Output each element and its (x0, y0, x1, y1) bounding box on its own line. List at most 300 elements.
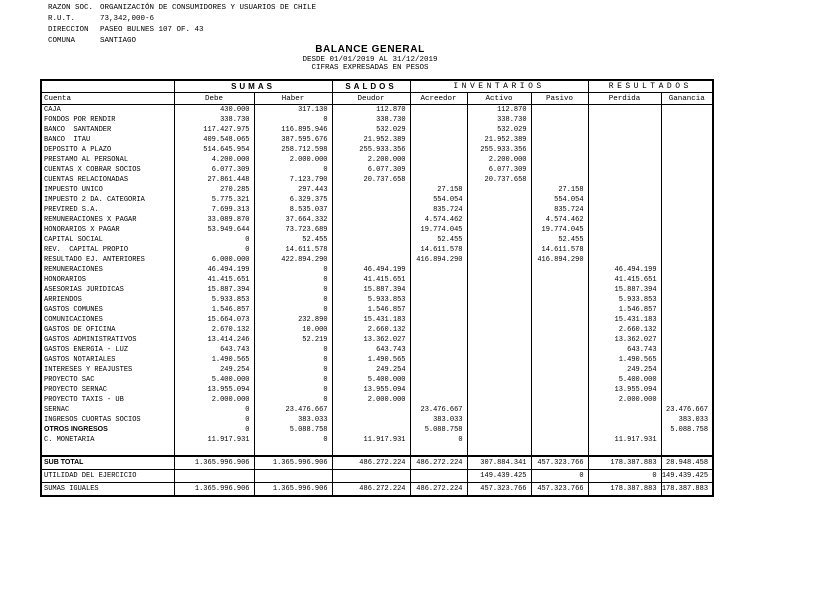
amount-cell-activo: 149.439.425 (467, 470, 531, 483)
amount-cell-pasivo (531, 435, 588, 445)
account-name-cell: IMPUESTO 2 DA. CATEGORIA (41, 195, 174, 205)
amount-cell-acreedor (410, 285, 467, 295)
table-row (41, 235, 713, 245)
amount-cell-debe: 643.743 (174, 345, 254, 355)
amount-cell-acreedor: 19.774.045 (410, 225, 467, 235)
amount-cell-deudor: 5.933.853 (332, 295, 410, 305)
amount-cell-perdida (588, 115, 661, 125)
amount-cell-pasivo (531, 375, 588, 385)
table-row (41, 355, 713, 365)
amount-cell-deudor: 2.000.000 (332, 395, 410, 405)
amount-cell-debe: 7.699.313 (174, 205, 254, 215)
amount-cell-debe: 6.077.309 (174, 165, 254, 175)
amount-cell-haber: 422.894.290 (254, 255, 332, 265)
amount-cell-haber: 7.123.790 (254, 175, 332, 185)
amount-cell-deudor: 486.272.224 (332, 483, 410, 497)
amount-cell-ganancia: 23.476.667 (661, 405, 713, 415)
account-name-cell: ASESORIAS JURIDICAS (41, 285, 174, 295)
amount-cell-haber: 1.365.996.906 (254, 456, 332, 470)
amount-cell-haber: 232.890 (254, 315, 332, 325)
table-row (41, 215, 713, 225)
amount-cell-activo (467, 235, 531, 245)
amount-cell-activo (467, 385, 531, 395)
amount-cell-acreedor (410, 470, 467, 483)
account-name-cell: CUENTAS RELACIONADAS (41, 175, 174, 185)
amount-cell-perdida: 2.660.132 (588, 325, 661, 335)
amount-cell-deudor (332, 445, 410, 456)
amount-cell-acreedor (410, 265, 467, 275)
amount-cell-ganancia (661, 105, 713, 116)
company-field-label: COMUNA (48, 37, 76, 45)
amount-cell-acreedor (410, 335, 467, 345)
amount-cell-perdida (588, 175, 661, 185)
table-row (41, 135, 713, 145)
amount-cell-deudor (332, 245, 410, 255)
amount-cell-perdida (588, 405, 661, 415)
amount-cell-acreedor: 4.574.462 (410, 215, 467, 225)
amount-cell-debe: 1.365.996.906 (174, 456, 254, 470)
amount-cell-haber: 2.000.000 (254, 155, 332, 165)
amount-cell-perdida (588, 155, 661, 165)
amount-cell-activo (467, 275, 531, 285)
amount-cell-perdida (588, 125, 661, 135)
table-row (41, 125, 713, 135)
amount-cell-activo: 2.200.000 (467, 155, 531, 165)
amount-cell-haber: 258.712.598 (254, 145, 332, 155)
amount-cell-ganancia (661, 155, 713, 165)
amount-cell-ganancia (661, 365, 713, 375)
account-name-cell: FONDOS POR RENDIR (41, 115, 174, 125)
table-row (41, 245, 713, 255)
amount-cell-deudor: 532.029 (332, 125, 410, 135)
amount-cell-deudor: 13.955.094 (332, 385, 410, 395)
amount-cell-perdida (588, 205, 661, 215)
amount-cell-deudor: 21.952.389 (332, 135, 410, 145)
amount-cell-debe: 15.664.073 (174, 315, 254, 325)
amount-cell-activo (467, 345, 531, 355)
amount-cell-perdida (588, 145, 661, 155)
amount-cell-debe: 11.917.931 (174, 435, 254, 445)
amount-cell-perdida: 5.400.000 (588, 375, 661, 385)
account-name-cell: BANCO SANTANDER (41, 125, 174, 135)
account-name-cell: GASTOS ENERGIA - LUZ (41, 345, 174, 355)
amount-cell-deudor (332, 195, 410, 205)
company-field-row (48, 14, 316, 25)
column-header-deudor: Deudor (332, 93, 410, 105)
amount-cell-haber: 0 (254, 285, 332, 295)
account-name-cell: INGRESOS CUORTAS SOCIOS (41, 415, 174, 425)
amount-cell-perdida: 15.887.394 (588, 285, 661, 295)
account-name-cell: PROYECTO TAXIS - UB (41, 395, 174, 405)
amount-cell-deudor: 20.737.658 (332, 175, 410, 185)
amount-cell-debe (174, 470, 254, 483)
amount-cell-ganancia (661, 265, 713, 275)
amount-cell-deudor (332, 205, 410, 215)
amount-cell-ganancia (661, 205, 713, 215)
table-row (41, 375, 713, 385)
amount-cell-acreedor (410, 145, 467, 155)
amount-cell-activo (467, 195, 531, 205)
amount-cell-activo (467, 215, 531, 225)
amount-cell-perdida: 643.743 (588, 345, 661, 355)
amount-cell-perdida (588, 225, 661, 235)
amount-cell-activo (467, 325, 531, 335)
amount-cell-haber: 6.329.375 (254, 195, 332, 205)
amount-cell-debe: 5.933.853 (174, 295, 254, 305)
amount-cell-acreedor: 554.054 (410, 195, 467, 205)
amount-cell-debe: 338.730 (174, 115, 254, 125)
amount-cell-activo (467, 355, 531, 365)
amount-cell-activo: 21.952.389 (467, 135, 531, 145)
table-row (41, 195, 713, 205)
account-name-cell: SUMAS IGUALES (41, 483, 174, 497)
amount-cell-pasivo (531, 325, 588, 335)
amount-cell-haber: 73.723.689 (254, 225, 332, 235)
account-name-cell: RESULTADO EJ. ANTERIORES (41, 255, 174, 265)
amount-cell-acreedor: 27.158 (410, 185, 467, 195)
amount-cell-deudor: 15.887.394 (332, 285, 410, 295)
amount-cell-haber: 0 (254, 295, 332, 305)
company-header (48, 3, 316, 47)
amount-cell-debe: 1.365.996.906 (174, 483, 254, 497)
amount-cell-haber: 297.443 (254, 185, 332, 195)
account-name-cell: REMUNERACIONES X PAGAR (41, 215, 174, 225)
amount-cell-activo (467, 285, 531, 295)
amount-cell-acreedor (410, 305, 467, 315)
amount-cell-deudor: 338.730 (332, 115, 410, 125)
amount-cell-perdida: 41.415.651 (588, 275, 661, 285)
table-row (41, 265, 713, 275)
amount-cell-pasivo (531, 105, 588, 116)
amount-cell-perdida (588, 195, 661, 205)
amount-cell-pasivo (531, 445, 588, 456)
amount-cell-haber: 387.595.676 (254, 135, 332, 145)
amount-cell-acreedor: 52.455 (410, 235, 467, 245)
amount-cell-ganancia (661, 375, 713, 385)
amount-cell-deudor: 46.494.199 (332, 265, 410, 275)
amount-cell-perdida (588, 185, 661, 195)
amount-cell-pasivo: 14.611.578 (531, 245, 588, 255)
amount-cell-pasivo (531, 385, 588, 395)
amount-cell-ganancia (661, 225, 713, 235)
table-row (41, 155, 713, 165)
amount-cell-debe: 0 (174, 245, 254, 255)
amount-cell-acreedor (410, 365, 467, 375)
amount-cell-haber: 5.088.758 (254, 425, 332, 435)
column-header-perdida: Perdida (588, 93, 661, 105)
account-name-cell: GASTOS DE OFICINA (41, 325, 174, 335)
amount-cell-debe: 13.955.094 (174, 385, 254, 395)
table-row (41, 205, 713, 215)
amount-cell-deudor: 486.272.224 (332, 456, 410, 470)
amount-cell-ganancia: 5.088.758 (661, 425, 713, 435)
amount-cell-haber: 0 (254, 275, 332, 285)
amount-cell-debe: 53.949.644 (174, 225, 254, 235)
amount-cell-perdida: 178.387.883 (588, 456, 661, 470)
table-row (41, 315, 713, 325)
amount-cell-haber: 0 (254, 305, 332, 315)
amount-cell-acreedor: 14.611.578 (410, 245, 467, 255)
amount-cell-ganancia (661, 175, 713, 185)
amount-cell-activo (467, 415, 531, 425)
amount-cell-ganancia (661, 305, 713, 315)
amount-cell-perdida: 1.490.565 (588, 355, 661, 365)
amount-cell-haber: 52.219 (254, 335, 332, 345)
amount-cell-activo (467, 265, 531, 275)
amount-cell-deudor: 255.933.356 (332, 145, 410, 155)
amount-cell-ganancia (661, 335, 713, 345)
amount-cell-pasivo (531, 405, 588, 415)
table-row (41, 165, 713, 175)
amount-cell-acreedor: 0 (410, 435, 467, 445)
amount-cell-ganancia (661, 165, 713, 175)
amount-cell-haber: 0 (254, 435, 332, 445)
amount-cell-deudor: 643.743 (332, 345, 410, 355)
amount-cell-debe: 33.089.870 (174, 215, 254, 225)
amount-cell-deudor: 6.077.309 (332, 165, 410, 175)
account-name-cell: CAPITAL SOCIAL (41, 235, 174, 245)
amount-cell-ganancia (661, 185, 713, 195)
table-row (41, 405, 713, 415)
company-field-label: DIRECCION (48, 26, 89, 34)
group-header-row (41, 80, 713, 93)
account-name-cell: REV. CAPITAL PROPIO (41, 245, 174, 255)
group-header-inventarios: INVENTARIOS (410, 80, 588, 93)
amount-cell-pasivo: 457.323.766 (531, 456, 588, 470)
amount-cell-debe: 0 (174, 415, 254, 425)
amount-cell-pasivo: 0 (531, 470, 588, 483)
balance-table (40, 79, 714, 497)
amount-cell-perdida: 1.546.857 (588, 305, 661, 315)
amount-cell-pasivo (531, 295, 588, 305)
amount-cell-haber: 383.033 (254, 415, 332, 425)
amount-cell-pasivo (531, 145, 588, 155)
account-name-cell: DEPOSITO A PLAZO (41, 145, 174, 155)
group-header-empty (41, 80, 174, 93)
table-row (41, 435, 713, 445)
amount-cell-pasivo: 27.158 (531, 185, 588, 195)
amount-cell-perdida: 13.362.027 (588, 335, 661, 345)
table-row (41, 335, 713, 345)
amount-cell-perdida: 178.387.883 (588, 483, 661, 497)
amount-cell-deudor (332, 225, 410, 235)
amount-cell-deudor: 112.870 (332, 105, 410, 116)
amount-cell-debe: 2.000.000 (174, 395, 254, 405)
amount-cell-deudor: 41.415.651 (332, 275, 410, 285)
amount-cell-deudor: 5.400.000 (332, 375, 410, 385)
account-name-cell (41, 445, 174, 456)
column-header-pasivo: Pasivo (531, 93, 588, 105)
amount-cell-pasivo (531, 165, 588, 175)
amount-cell-activo: 307.884.341 (467, 456, 531, 470)
amount-cell-activo (467, 405, 531, 415)
amount-cell-ganancia (661, 395, 713, 405)
account-name-cell: SUB TOTAL (41, 456, 174, 470)
amount-cell-perdida: 2.000.000 (588, 395, 661, 405)
amount-cell-haber: 317.130 (254, 105, 332, 116)
account-name-cell: BANCO ITAU (41, 135, 174, 145)
table-row (41, 285, 713, 295)
table-row (41, 365, 713, 375)
amount-cell-deudor: 2.660.132 (332, 325, 410, 335)
amount-cell-pasivo (531, 155, 588, 165)
amount-cell-ganancia (661, 215, 713, 225)
account-name-cell: PROYECTO SERNAC (41, 385, 174, 395)
company-field-row (48, 3, 316, 14)
account-name-cell: CAJA (41, 105, 174, 116)
amount-cell-pasivo: 4.574.462 (531, 215, 588, 225)
amount-cell-acreedor (410, 175, 467, 185)
amount-cell-deudor (332, 235, 410, 245)
amount-cell-activo (467, 365, 531, 375)
amount-cell-ganancia (661, 345, 713, 355)
amount-cell-ganancia (661, 255, 713, 265)
amount-cell-perdida (588, 245, 661, 255)
company-field-label: R.U.T. (48, 15, 76, 23)
amount-cell-activo (467, 395, 531, 405)
amount-cell-deudor (332, 470, 410, 483)
amount-cell-debe: 0 (174, 405, 254, 415)
amount-cell-perdida (588, 425, 661, 435)
amount-cell-ganancia (661, 115, 713, 125)
table-row (41, 445, 713, 456)
amount-cell-debe: 46.494.199 (174, 265, 254, 275)
amount-cell-acreedor (410, 275, 467, 285)
company-field-value: PASEO BULNES 107 OF. 43 (100, 26, 204, 34)
amount-cell-debe: 0 (174, 425, 254, 435)
amount-cell-deudor: 1.546.857 (332, 305, 410, 315)
amount-cell-haber (254, 445, 332, 456)
amount-cell-activo (467, 425, 531, 435)
amount-cell-acreedor (410, 395, 467, 405)
amount-cell-pasivo (531, 365, 588, 375)
table-row (41, 175, 713, 185)
amount-cell-haber: 23.476.667 (254, 405, 332, 415)
amount-cell-ganancia (661, 245, 713, 255)
column-header-ganancia: Ganancia (661, 93, 713, 105)
amount-cell-acreedor: 486.272.224 (410, 483, 467, 497)
amount-cell-perdida: 5.933.853 (588, 295, 661, 305)
amount-cell-acreedor: 383.033 (410, 415, 467, 425)
amount-cell-haber: 14.611.578 (254, 245, 332, 255)
amount-cell-haber: 37.664.332 (254, 215, 332, 225)
amount-cell-haber: 1.365.996.906 (254, 483, 332, 497)
amount-cell-acreedor (410, 325, 467, 335)
amount-cell-acreedor (410, 445, 467, 456)
amount-cell-perdida: 13.955.094 (588, 385, 661, 395)
amount-cell-pasivo (531, 345, 588, 355)
amount-cell-debe: 0 (174, 235, 254, 245)
amount-cell-acreedor: 23.476.667 (410, 405, 467, 415)
amount-cell-debe: 6.000.000 (174, 255, 254, 265)
account-name-cell: IMPUESTO UNICO (41, 185, 174, 195)
amount-cell-pasivo (531, 135, 588, 145)
amount-cell-acreedor (410, 375, 467, 385)
amount-cell-ganancia (661, 295, 713, 305)
amount-cell-acreedor: 416.894.290 (410, 255, 467, 265)
table-row (41, 345, 713, 355)
amount-cell-perdida: 11.917.931 (588, 435, 661, 445)
account-rows (41, 105, 713, 457)
amount-cell-ganancia (661, 445, 713, 456)
amount-cell-pasivo: 457.323.766 (531, 483, 588, 497)
account-name-cell: REMUNERACIONES (41, 265, 174, 275)
amount-cell-acreedor: 486.272.224 (410, 456, 467, 470)
amount-cell-activo (467, 435, 531, 445)
amount-cell-deudor: 249.254 (332, 365, 410, 375)
amount-cell-debe: 5.775.321 (174, 195, 254, 205)
report-title-block (40, 44, 700, 72)
table-row (41, 425, 713, 435)
amount-cell-debe: 4.200.000 (174, 155, 254, 165)
amount-cell-pasivo (531, 305, 588, 315)
total-rows (41, 456, 713, 496)
amount-cell-debe: 27.861.448 (174, 175, 254, 185)
amount-cell-deudor: 1.490.565 (332, 355, 410, 365)
column-header-acreedor: Acreedor (410, 93, 467, 105)
account-name-cell: UTILIDAD DEL EJERCICIO (41, 470, 174, 483)
table-row (41, 305, 713, 315)
amount-cell-haber: 52.455 (254, 235, 332, 245)
amount-cell-deudor (332, 255, 410, 265)
amount-cell-activo: 255.933.356 (467, 145, 531, 155)
amount-cell-debe: 1.546.857 (174, 305, 254, 315)
amount-cell-debe: 117.427.975 (174, 125, 254, 135)
amount-cell-haber: 0 (254, 165, 332, 175)
table-row (41, 225, 713, 235)
amount-cell-activo (467, 255, 531, 265)
group-header-sumas: SUMAS (174, 80, 332, 93)
amount-cell-haber: 0 (254, 115, 332, 125)
amount-cell-activo: 6.077.309 (467, 165, 531, 175)
amount-cell-activo (467, 185, 531, 195)
amount-cell-ganancia (661, 355, 713, 365)
amount-cell-ganancia: 28.948.458 (661, 456, 713, 470)
amount-cell-debe: 249.254 (174, 365, 254, 375)
amount-cell-acreedor (410, 135, 467, 145)
account-name-cell: HONORARIOS (41, 275, 174, 285)
amount-cell-activo (467, 335, 531, 345)
amount-cell-perdida (588, 255, 661, 265)
table-row (41, 295, 713, 305)
amount-cell-deudor (332, 425, 410, 435)
amount-cell-pasivo: 554.054 (531, 195, 588, 205)
amount-cell-haber: 0 (254, 375, 332, 385)
amount-cell-activo: 20.737.658 (467, 175, 531, 185)
amount-cell-ganancia (661, 135, 713, 145)
table-row (41, 185, 713, 195)
table-row (41, 145, 713, 155)
amount-cell-acreedor (410, 115, 467, 125)
amount-cell-pasivo: 835.724 (531, 205, 588, 215)
account-name-cell: CUENTAS X COBRAR SOCIOS (41, 165, 174, 175)
amount-cell-haber: 0 (254, 385, 332, 395)
amount-cell-acreedor (410, 295, 467, 305)
company-field-row (48, 25, 316, 36)
amount-cell-acreedor: 835.724 (410, 205, 467, 215)
amount-cell-haber: 0 (254, 345, 332, 355)
amount-cell-haber (254, 470, 332, 483)
table-row (41, 115, 713, 125)
company-field-label: RAZON SOC. (48, 4, 94, 12)
report-period: DESDE 01/01/2019 AL 31/12/2019 (302, 56, 438, 64)
column-header-activo: Activo (467, 93, 531, 105)
amount-cell-debe: 5.400.000 (174, 375, 254, 385)
amount-cell-ganancia (661, 315, 713, 325)
column-header-cuenta: Cuenta (41, 93, 174, 105)
account-name-cell: PREVIRED S.A. (41, 205, 174, 215)
column-header-haber: Haber (254, 93, 332, 105)
